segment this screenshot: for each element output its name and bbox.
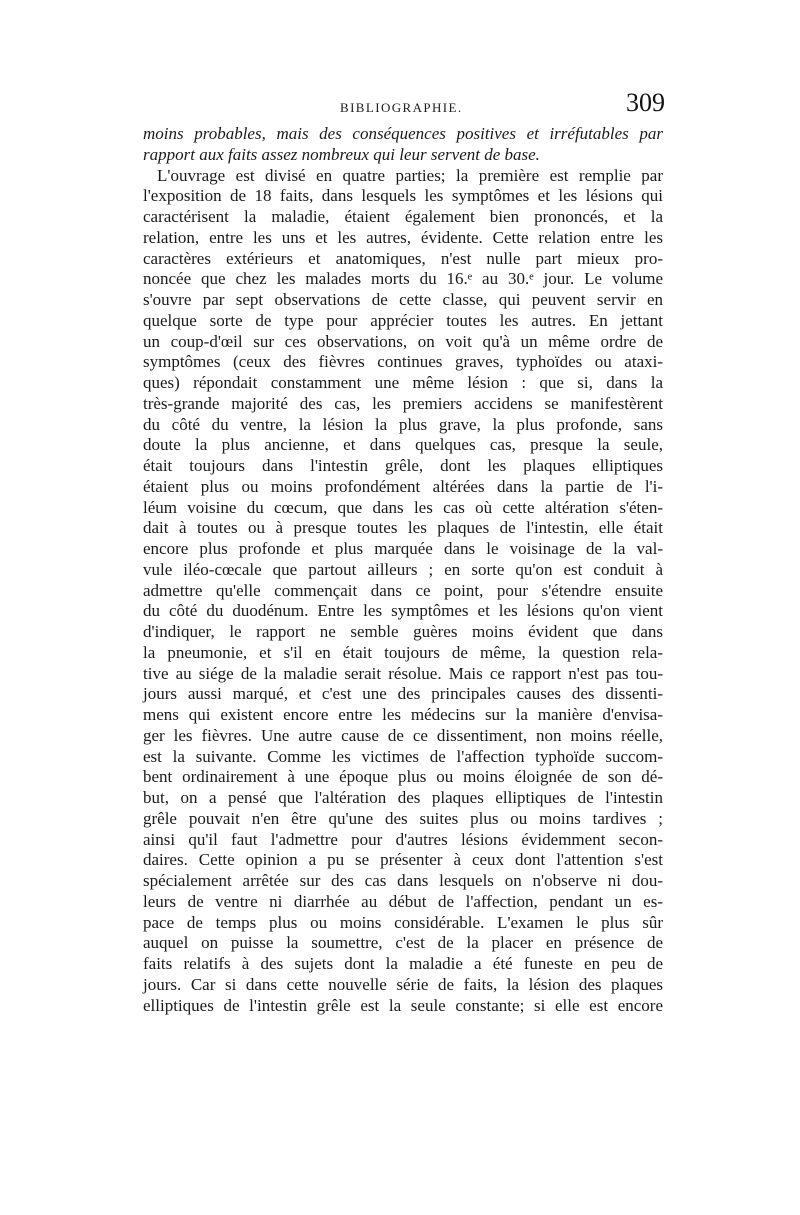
text-line: un coup-d'œil sur ces observations, on voit qu'à un même ordre de: [143, 331, 663, 351]
page-number: 309: [626, 88, 665, 117]
body-text: [143, 124, 663, 1016]
text-line: caractères extérieurs et anatomiques, n'est nulle part mieux pro-: [143, 248, 663, 268]
text-line: admettre qu'elle commençait dans ce point, pour s'étendre ensuite: [143, 580, 663, 600]
text-line: grêle pouvait n'en être qu'une des suites plus ou moins tardives ;: [143, 808, 663, 828]
text-line: ques) répondait constamment une même lésion : que si, dans la: [143, 373, 663, 392]
text-line: ger les fièvres. Une autre cause de ce dissentiment, non moins réelle,: [143, 725, 663, 745]
text-line: symptômes (ceux des fièvres continues graves, typhoïdes ou ataxi-: [143, 352, 663, 372]
text-line: noncée que chez les malades morts du 16.ᵉ au 30.ᵉ jour. Le volume: [143, 269, 663, 289]
text-line: spécialement arrêtée sur des cas dans lesquels on n'observe ni dou-: [143, 871, 663, 890]
text-line: la pneumonie, et s'il en était toujours de même, la question rela-: [143, 642, 663, 662]
text-line: moins probables, mais des conséquences positives et irréfutables par: [143, 124, 663, 143]
text-line: relation, entre les uns et les autres, évidente. Cette relation entre les: [143, 227, 663, 247]
text-line: quelque sorte de type pour apprécier toutes les autres. En jettant: [143, 310, 663, 330]
text-line: encore plus profonde et plus marquée dans le voisinage de la val-: [143, 539, 663, 558]
text-line: jours aussi marqué, et c'est une des principales causes des dissenti-: [143, 684, 663, 704]
text-line: vule iléo-cœcale que partout ailleurs ; en sorte qu'on est conduit à: [143, 559, 663, 579]
text-line: L'ouvrage est divisé en quatre parties; la première est remplie par: [157, 165, 663, 185]
text-line: faits relatifs à des sujets dont la maladie a été funeste en peu de: [143, 954, 663, 973]
text-line: ainsi qu'il faut l'admettre pour d'autres lésions évidemment secon-: [143, 829, 663, 849]
text-line: dait à toutes ou à presque toutes les plaques de l'intestin, elle était: [143, 518, 663, 538]
text-line: rapport aux faits assez nombreux qui leur servent de base.: [143, 144, 540, 164]
text-line: d'indiquer, le rapport ne semble guères moins évident que dans: [143, 622, 663, 641]
text-line: s'ouvre par sept observations de cette classe, qui peuvent servir en: [143, 290, 663, 309]
text-line: du côté du duodénum. Entre les symptômes et les lésions qu'on vient: [143, 601, 663, 621]
text-line: très-grande majorité des cas, les premiers accidens se manifestèrent: [143, 393, 663, 413]
text-line: doute la plus ancienne, et dans quelques cas, presque la seule,: [143, 435, 663, 455]
text-line: leurs de ventre ni diarrhée au début de l'affection, pendant un es-: [143, 891, 663, 911]
text-line: pace de temps plus ou moins considérable. L'examen le plus sûr: [143, 912, 663, 932]
text-line: bent ordinairement à une époque plus ou moins éloignée de son dé-: [143, 767, 663, 787]
text-line: tive au siége de la maladie serait résolue. Mais ce rapport n'est pas tou-: [143, 663, 663, 683]
text-line: elliptiques de l'intestin grêle est la seule constante; si elle est encore: [143, 995, 663, 1015]
text-line: était toujours dans l'intestin grêle, dont les plaques elliptiques: [143, 456, 663, 475]
running-head: BIBLIOGRAPHIE.: [340, 100, 463, 115]
text-line: est la suivante. Comme les victimes de l'affection typhoïde succom-: [143, 746, 663, 766]
text-line: daires. Cette opinion a pu se présenter à ceux dont l'attention s'est: [143, 850, 663, 870]
text-line: jours. Car si dans cette nouvelle série de faits, la lésion des plaques: [143, 974, 663, 994]
text-line: l'exposition de 18 faits, dans lesquels les symptômes et les lésions qui: [143, 186, 663, 206]
text-line: but, on a pensé que l'altération des plaques elliptiques de l'intestin: [143, 788, 663, 807]
text-line: léum voisine du cœcum, que dans les cas où cette altération s'éten-: [143, 497, 663, 517]
text-line: auquel on puisse la soumettre, c'est de la placer en présence de: [143, 933, 663, 953]
text-line: étaient plus ou moins profondément altérées dans la partie de l'i-: [143, 476, 663, 496]
text-line: du côté du ventre, la lésion la plus grave, la plus profonde, sans: [143, 414, 663, 434]
text-line: caractérisent la maladie, étaient également bien prononcés, et la: [143, 207, 663, 226]
text-line: mens qui existent encore entre les médecins sur la manière d'envisa-: [143, 705, 663, 724]
